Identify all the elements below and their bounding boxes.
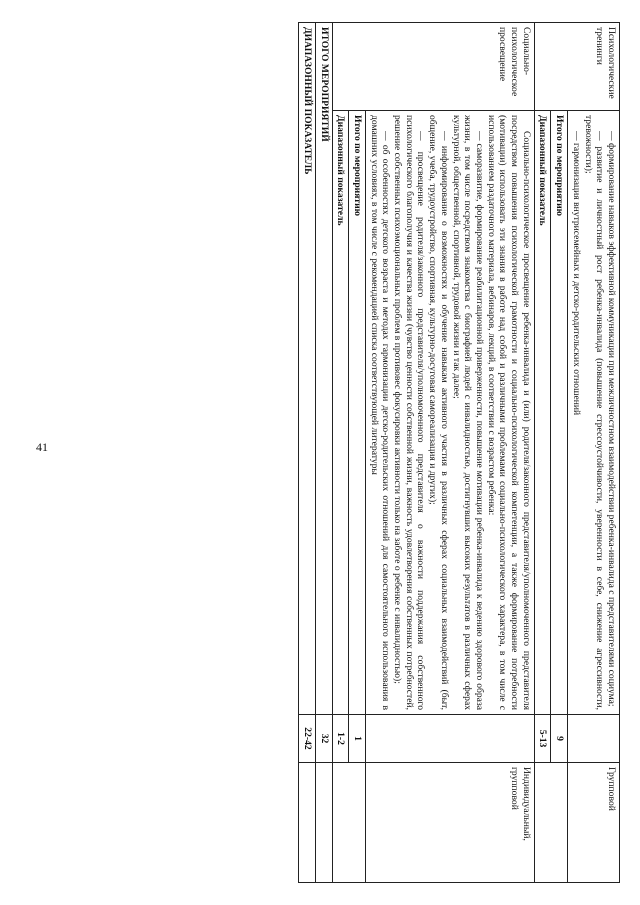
table-row [332,23,349,883]
empty-cell [315,763,332,883]
list-item: — информирование о возможностях и обучение навыкам активного участия в различных сферах социальных взаимодействий (быт, общение, учеба, трудоустройство, спортивная, культурно-досуговая самореализация и других); [426,115,449,710]
list-item: — развитие и личностный рост ребенка-инвалида (повышение стрессоустойчивости, уверенности в себе, снижение агрессивности, тревожности); [582,115,605,710]
page-number: 41 [36,440,48,454]
table-row [551,23,568,883]
form-cell: Индивидуальный, групповой [365,763,534,883]
list-item: — саморазвитие, формирование реабилитационной приверженности, повышение мотивации ребенка-инвалида к ведению здорового образа жизни, в том числе посредством знакомства с биографией людей с инвалидностью, достигнувших высоких результатов в различных сферах культурной, общественной, спортивной, трудовой жизни и так далее; [450,115,485,710]
grand-total-label: ИТОГО МЕРОПРИЯТИЙ [315,23,332,715]
value-cell [365,715,534,763]
table-row [299,23,316,883]
grand-range-label: ДИАПАЗОННЫЙ ПОКАЗАТЕЛЬ [299,23,316,715]
intro-text: Социально-психологическое просвещение ребенка-инвалида и (или) родителя/законного представителя/уполномоченного представителя посредством повышения психологической грамотности и социально-психологической компетенции, а также формирование потребности (мотивации) использовать эти знания в работе над собой и различными проблемами социально-психологического характера, в том числе с использованием раздаточного материала, вебинаров, лекций, в соответствии с возрастом ребенка: [485,115,532,710]
rotated-table-wrapper [80,22,620,882]
table-row [365,23,534,883]
total-label: Итого по мероприятию [551,111,568,715]
total-value: 1 [349,715,366,763]
empty-cell [332,763,365,883]
content-cell [568,111,620,715]
content-cell [365,111,534,715]
total-value: 9 [551,715,568,763]
table-row [568,23,620,883]
value-cell [568,715,620,763]
section-cell: Социально-психологическое просвещение [332,23,534,111]
table-row [315,23,332,883]
empty-cell [534,763,567,883]
total-label: Итого по мероприятию [349,111,366,715]
list-item: — просвещение родителя/законного представителя/уполномоченного представителя о важности поддержания собственного психологического благополучия и качества жизни (чувство ценности собственной жизни, важность удовлетворения собственных потребностей, решение собственных психоэмоциональных проблем в противовес фокусировки активности только на заботе о ребенке с инвалидностью); [391,115,426,710]
range-value: 1-2 [332,715,349,763]
grand-range-value: 22-42 [299,715,316,763]
table-row [349,23,366,883]
rehabilitation-table [298,22,620,883]
form-cell: Групповой [568,763,620,883]
empty-cell [299,763,316,883]
list-item: — формирование навыков эффективной коммуникации при межличностном взаимодействии ребенка-инвалида с представителями социума; [605,115,617,710]
range-label: Диапазонный показатель [332,111,349,715]
range-value: 5-13 [534,715,551,763]
list-item: — гармонизация внутрисемейных и детско-родительских отношений [570,115,582,710]
range-label: Диапазонный показатель [534,111,551,715]
grand-total-value: 32 [315,715,332,763]
list-item: — об особенностях детского возраста и методах гармонизации детско-родительских отношений для самостоятельного использования в домашних условиях, в том числе с рекомендацией списка соответствующей литературы [368,115,391,710]
table-row [534,23,551,883]
section-cell: Психологические тренинги [534,23,619,111]
